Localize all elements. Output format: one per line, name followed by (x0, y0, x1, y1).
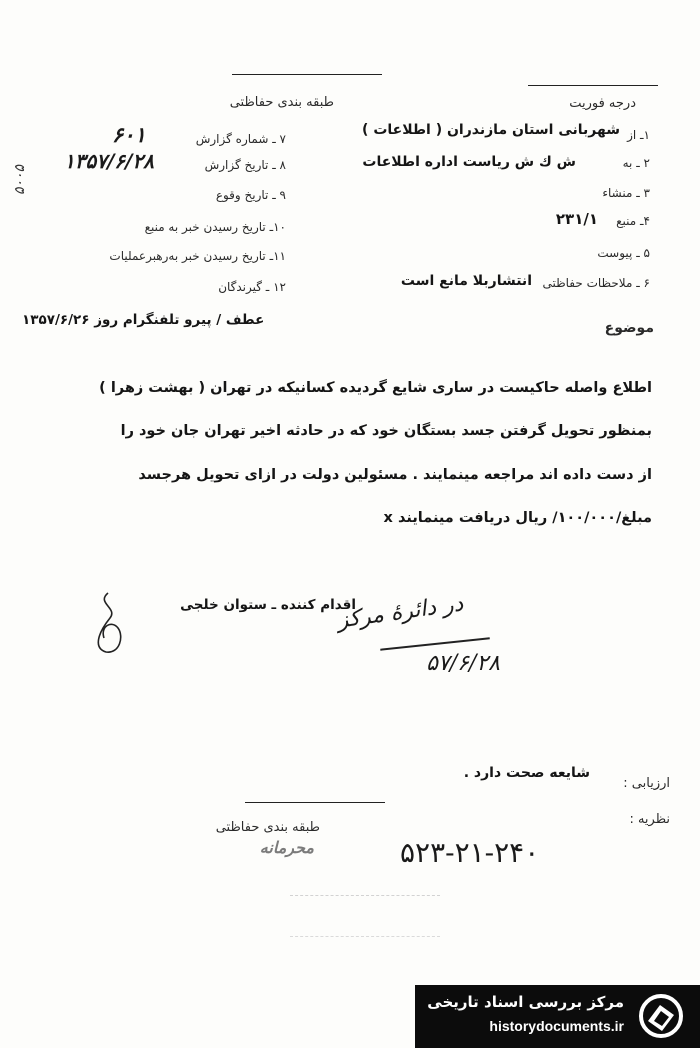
field-report-date-value: ۱۳۵۷/۶/۲۸ (64, 149, 154, 173)
action-officer-line: اقدام کننده ـ ستوان خلجی (180, 597, 356, 613)
reference-line: عطف / پیرو تلفنگرام روز ۱۳۵۷/۶/۲۶ (22, 312, 265, 328)
field-news-to-source-label: ۱۰ـ تاریخ رسیدن خبر به منبع (144, 220, 286, 234)
evaluation-value: شایعه صحت دارد . (463, 765, 590, 781)
field-event-date-label: ۹ ـ تاریخ وقوع (215, 188, 286, 202)
watermark-title: مرکز بررسی اسناد تاریخی (427, 993, 624, 1011)
field-report-date-label: ۸ ـ تاریخ گزارش (204, 158, 286, 172)
footer-classification: طبقه بندی حفاظتی (215, 820, 320, 835)
header-rule-right (528, 85, 658, 86)
body-line-2: بمنظور تحویل گرفتن جسد بستگان خود که در حادثه اخیر تهران جان خود را (120, 423, 652, 439)
field-from (627, 124, 650, 143)
bleed-through-mark (290, 895, 440, 937)
body-line-4: مبلغ/۱۰۰/۰۰۰/ ریال دریافت مینمایند x (383, 510, 652, 526)
footer-rule (245, 802, 385, 803)
field-report-number-value: ۶۰۱ (112, 122, 146, 147)
officer-signature (88, 588, 138, 658)
body-line-1: اطلاع واصله حاکیست در ساری شایع گردیده کسانیکه در تهران ( بهشت زهرا ) (99, 380, 652, 396)
field-from-label: ۱ـ از (627, 128, 650, 142)
opinion-label: نظریه : (629, 812, 670, 827)
receipt-underline (380, 637, 490, 650)
field-attachment-label: ۵ ـ پیوست (597, 246, 650, 260)
handwritten-receipt: در دائرهٔ مرکز (336, 591, 466, 634)
archive-logo-icon (636, 991, 686, 1041)
subject-label: موضوع (604, 320, 654, 336)
field-origin-label: ۳ ـ منشاء (602, 186, 650, 200)
footer-stamp: محرمانه (259, 838, 314, 857)
evaluation-label: ارزیابی : (623, 776, 670, 791)
field-security-value: انتشاربلا مانع است (400, 273, 532, 289)
handwritten-date: ۵۷/۶/۲۸ (426, 651, 500, 676)
body-line-3: از دست داده اند مراجعه مینمایند . مسئولین دولت در ازای تحویل هرجسد (138, 467, 652, 483)
field-to-label: ۲ ـ به (622, 156, 650, 170)
watermark-banner (415, 985, 700, 1048)
field-source-value: ۲۳۱/۱ (555, 210, 598, 228)
field-security-label: ۶ ـ ملاحظات حفاظتی (542, 276, 650, 290)
handwritten-number: ۵۲۳-۲۱-۲۴۰ (400, 836, 540, 869)
field-from-value: شهربانی استان مازندران ( اطلاعات ) (362, 122, 620, 138)
priority-label: درجه فوریت (569, 96, 636, 111)
margin-note: ۵۰۰۵ (12, 164, 28, 195)
watermark-url[interactable]: historydocuments.ir (489, 1018, 624, 1034)
classification-label: طبقه بندی حفاظتی (229, 95, 334, 110)
header-rule-left (232, 74, 382, 75)
field-to-value: ش ك ش ریاست اداره اطلاعات (362, 154, 576, 170)
field-source-label: ۴ـ منبع (616, 214, 650, 228)
field-report-number-label: ۷ ـ شماره گزارش (195, 132, 286, 146)
field-recipients-label: ۱۲ ـ گیرندگان (218, 280, 286, 294)
field-news-to-ops-label: ۱۱ـ تاریخ رسیدن خبر بەرهبرعملیات (109, 249, 286, 263)
